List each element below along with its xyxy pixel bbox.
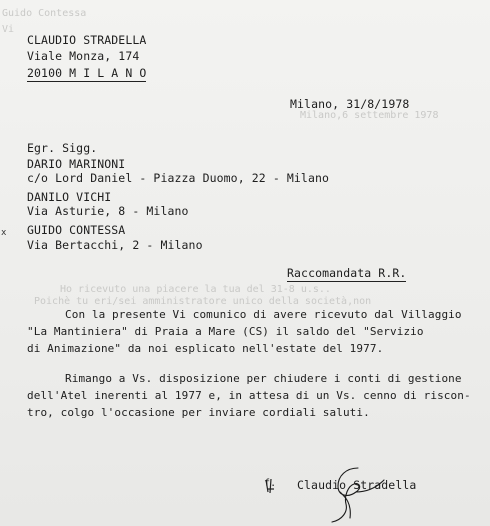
edge-mark: x — [1, 228, 7, 238]
recipient-address: c/o Lord Daniel - Piazza Duomo, 22 - Milano — [27, 171, 330, 185]
letter-date: Milano, 31/8/1978 — [290, 97, 410, 111]
body-line: Con la presente Vi comunico di avere ricevuto dal Villaggio — [65, 308, 462, 321]
body-line: "La Mantiniera" di Praia a Mare (CS) il saldo del "Servizio — [27, 325, 424, 338]
sender-city — [27, 66, 207, 80]
bleed-through-text: Milano,6 settembre 1978 — [300, 110, 439, 121]
recipient-name: GUIDO CONTESSA — [27, 223, 126, 237]
recipient-address: Via Asturie, 8 - Milano — [27, 204, 189, 218]
signature-prefix: f. — [264, 478, 277, 489]
signature-name: Claudio Stradella — [297, 478, 417, 492]
body-line: tro, colgo l'occasione per inviare cordiali saluti. — [27, 406, 370, 419]
bleed-through-text: Guido Contessa — [2, 8, 87, 19]
salutation: Egr. Sigg. — [27, 141, 98, 155]
body-line: Rimango a Vs. disposizione per chiudere i conti di gestione — [65, 372, 462, 385]
handwritten-signature-icon — [318, 462, 388, 524]
delivery-note — [287, 266, 406, 280]
bleed-through-text: Vi — [2, 24, 15, 35]
bleed-through-text: Poichè tu eri/sei amministratore unico della società,non — [34, 296, 372, 307]
recipient-address: Via Bertacchi, 2 - Milano — [27, 238, 203, 252]
recipient-name: DARIO MARINONI — [27, 157, 126, 171]
bleed-through-text: Ho ricevuto una piacere la tua del 31-8 u.s.. — [60, 284, 331, 295]
sender-street: Viale Monza, 174 — [27, 49, 140, 63]
sender-city-text: 20100 M I L A N O — [27, 66, 147, 80]
recipient-name: DANILO VICHI — [27, 190, 112, 204]
body-line: di Animazione" da noi esplicato nell'estate del 1977. — [27, 342, 384, 355]
body-line: dell'Atel inerenti al 1977 e, in attesa di un Vs. cenno di riscon- — [27, 389, 471, 402]
sender-name: CLAUDIO STRADELLA — [27, 33, 147, 47]
delivery-note-text: Raccomandata R.R. — [287, 266, 407, 280]
